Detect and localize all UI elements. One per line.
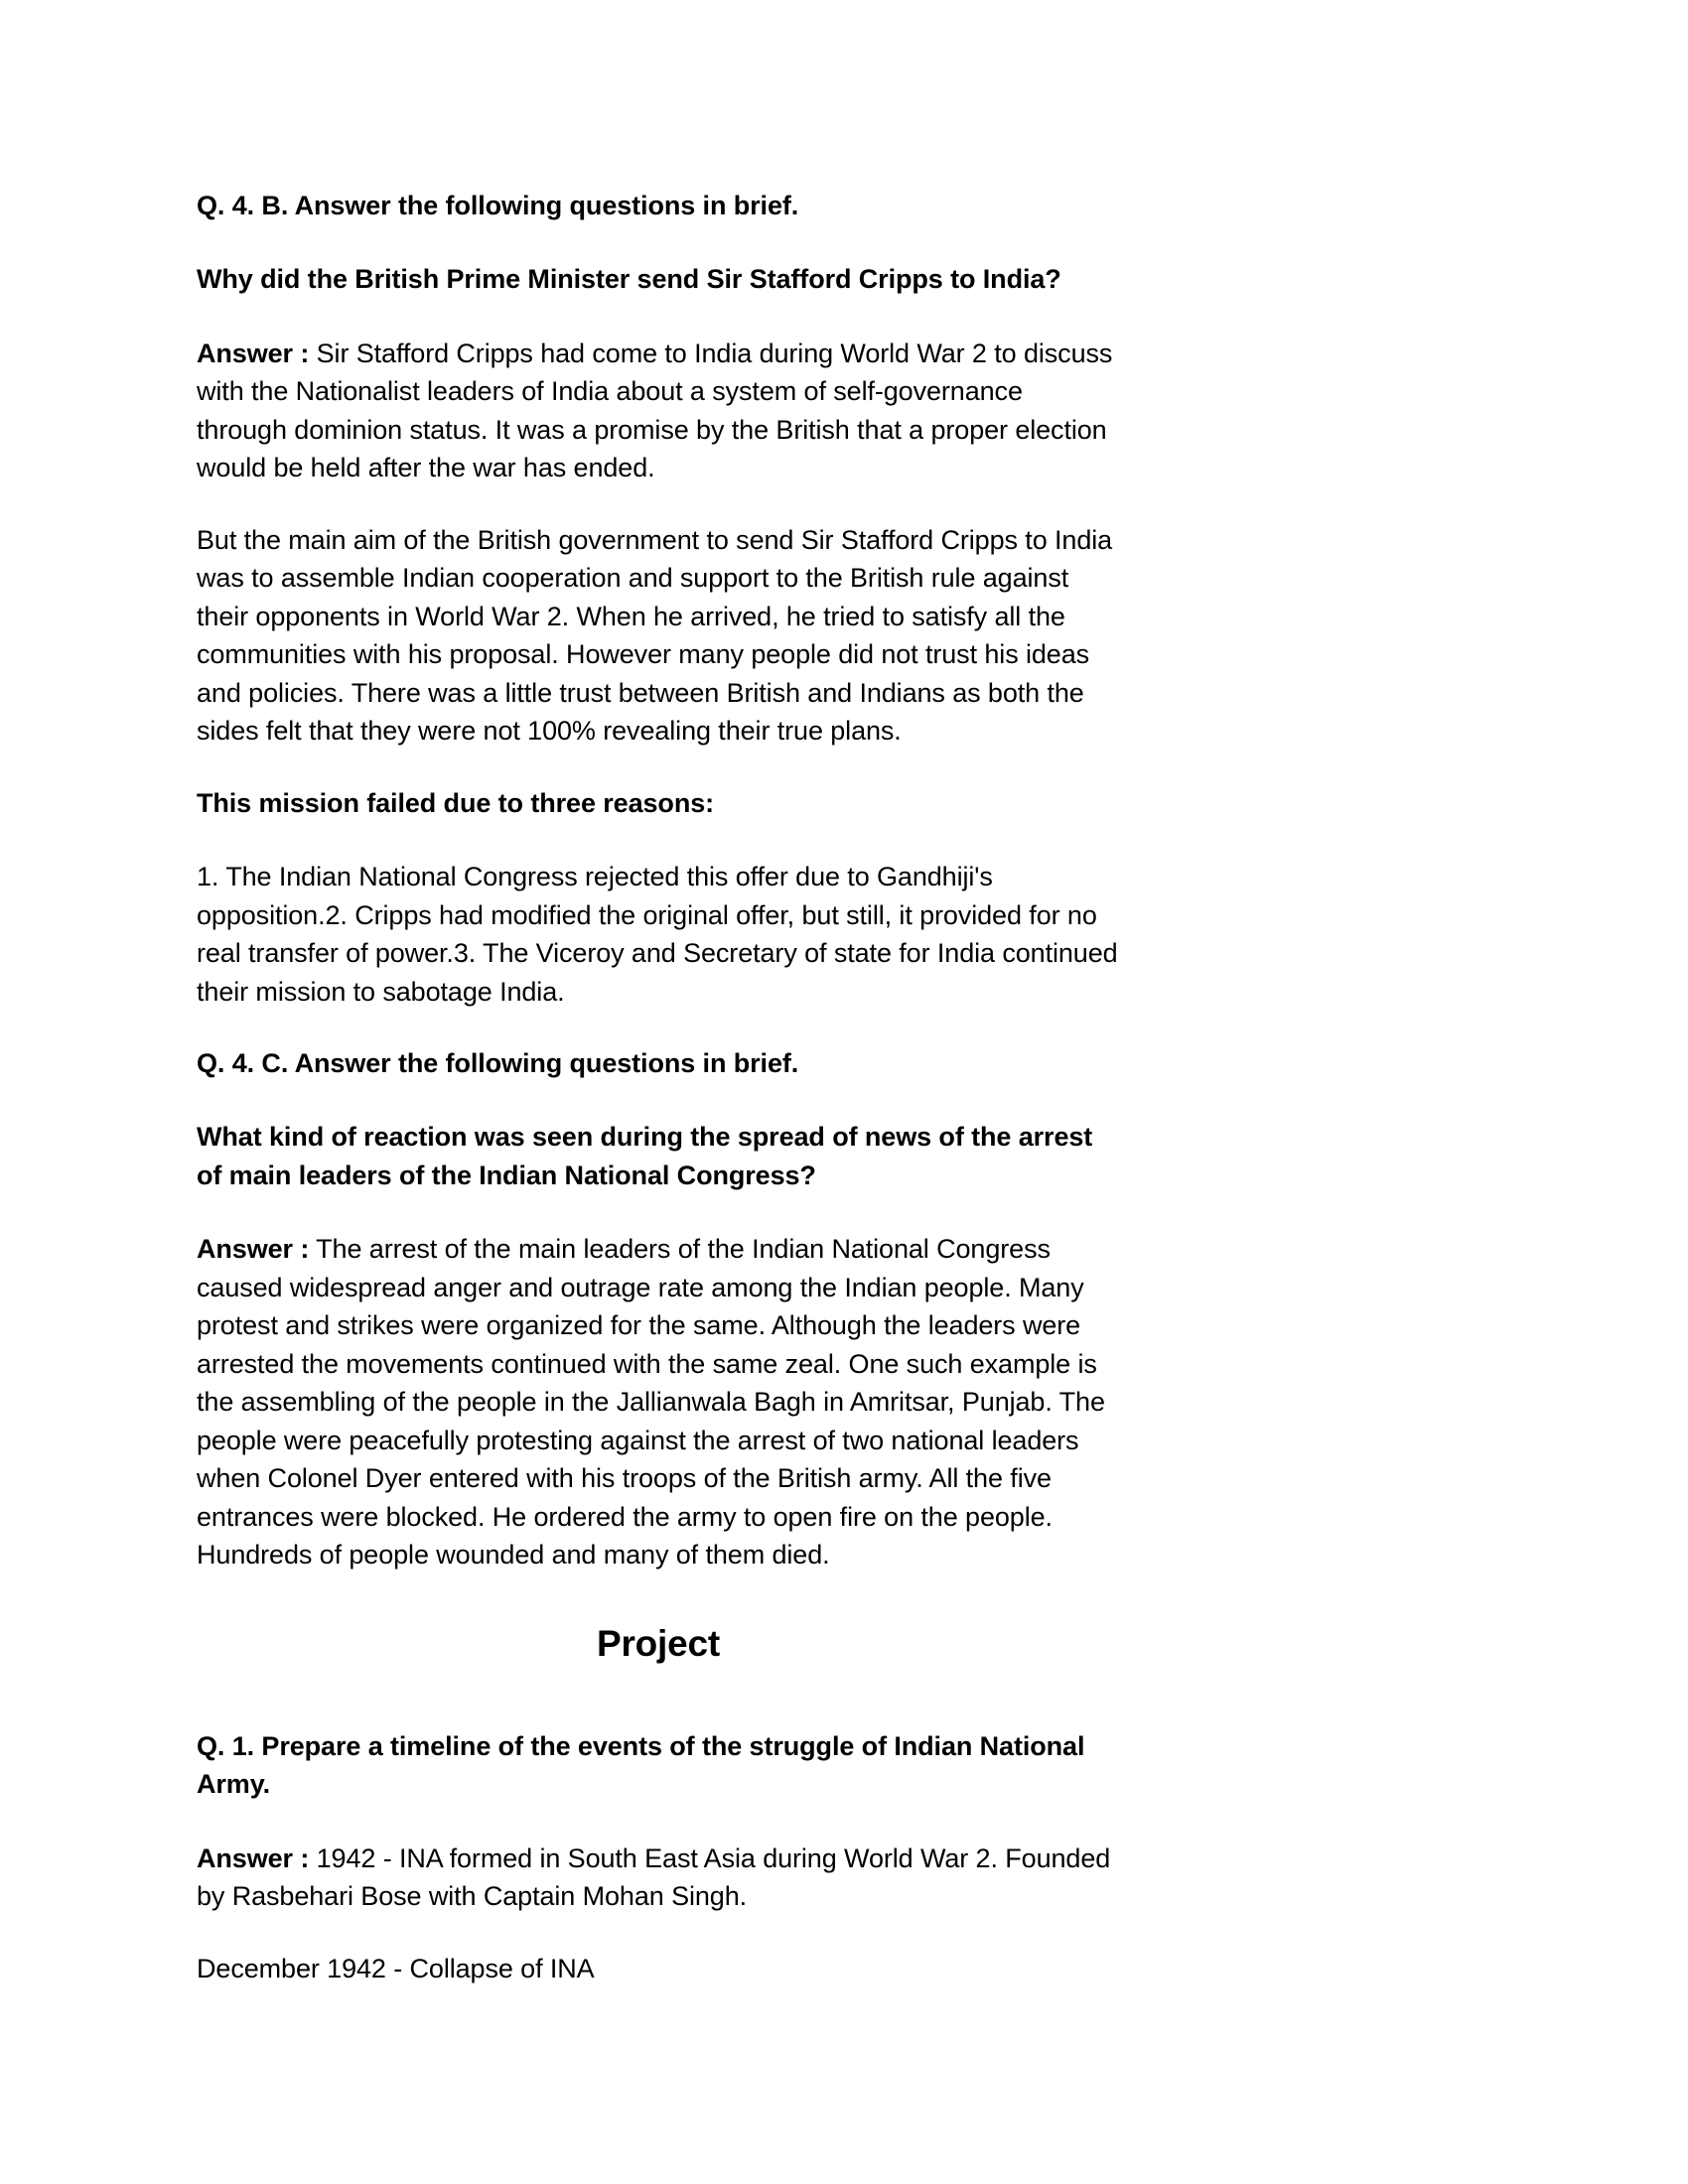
project-q1-timeline-entry: December 1942 - Collapse of INA: [197, 1953, 595, 1983]
project-q1-answer-text: 1942 - INA formed in South East Asia during World War 2. Founded by Rasbehari Bose with Captain Mohan Singh.: [197, 1843, 1111, 1912]
q4b-instruction-heading: Q. 4. B. Answer the following questions in brief.: [197, 191, 799, 220]
q4b-supporting-paragraph: But the main aim of the British government to send Sir Stafford Cripps to India was to assemble Indian cooperation and support to the British rule against their opponents in World War 2. When he arrived, he tried to satisfy all the communities with his proposal. However many people did not trust his ideas and policies. There was a little trust between British and Indians as both the sides felt that they were not 100% revealing their true plans.: [197, 524, 1113, 747]
q4c-question-heading: What kind of reaction was seen during the spread of news of the arrest of main leaders of the Indian National Congress?: [197, 1122, 1093, 1190]
q4c-answer-paragraph: [197, 1230, 1120, 1573]
q4b-answer-label: Answer :: [197, 338, 310, 368]
project-q1-answer-label: Answer :: [197, 1843, 310, 1873]
project-q1-answer-paragraph: [197, 1840, 1120, 1916]
q4c-answer-text: The arrest of the main leaders of the Indian National Congress caused widespread anger and outrage rate among the Indian people. Many protest and strikes were organized for the same. Although the leaders were arrested the movements continued with the same zeal. One such example is the assembling of the people in the Jallianwala Bagh in Amritsar, Punjab. The people were peacefully protesting against the arrest of two national leaders when Colonel Dyer entered with his troops of the British army. All the five entrances were blocked. He ordered the army to open fire on the people. Hundreds of people wounded and many of them died.: [197, 1234, 1105, 1570]
q4c-answer-label: Answer :: [197, 1234, 310, 1265]
project-section-title: Project: [596, 1622, 721, 1664]
q4b-answer-text: Sir Stafford Cripps had come to India during World War 2 to discuss with the Nationalist leaders of India about a system of self-governance through dominion status. It was a promise by the British that a proper election would be held after the war has ended.: [197, 338, 1113, 483]
q4c-instruction-heading: Q. 4. C. Answer the following questions in brief.: [197, 1047, 799, 1078]
project-q1-question-heading: Q. 1. Prepare a timeline of the events of the struggle of Indian National Army.: [197, 1730, 1085, 1800]
q4b-reasons-paragraph: 1. The Indian National Congress rejected this offer due to Gandhiji's opposition.2. Cripps had modified the original offer, but still, it provided for no real transfer of power.3. The Viceroy and Secretary of state for India continued their mission to sabotage India.: [197, 862, 1118, 1007]
q4b-reasons-heading: This mission failed due to three reasons:: [197, 787, 715, 818]
q4b-answer-paragraph: [197, 335, 1120, 487]
q4b-question-heading: Why did the British Prime Minister send Sir Stafford Cripps to India?: [197, 264, 1061, 295]
document-content: [197, 187, 1120, 1987]
